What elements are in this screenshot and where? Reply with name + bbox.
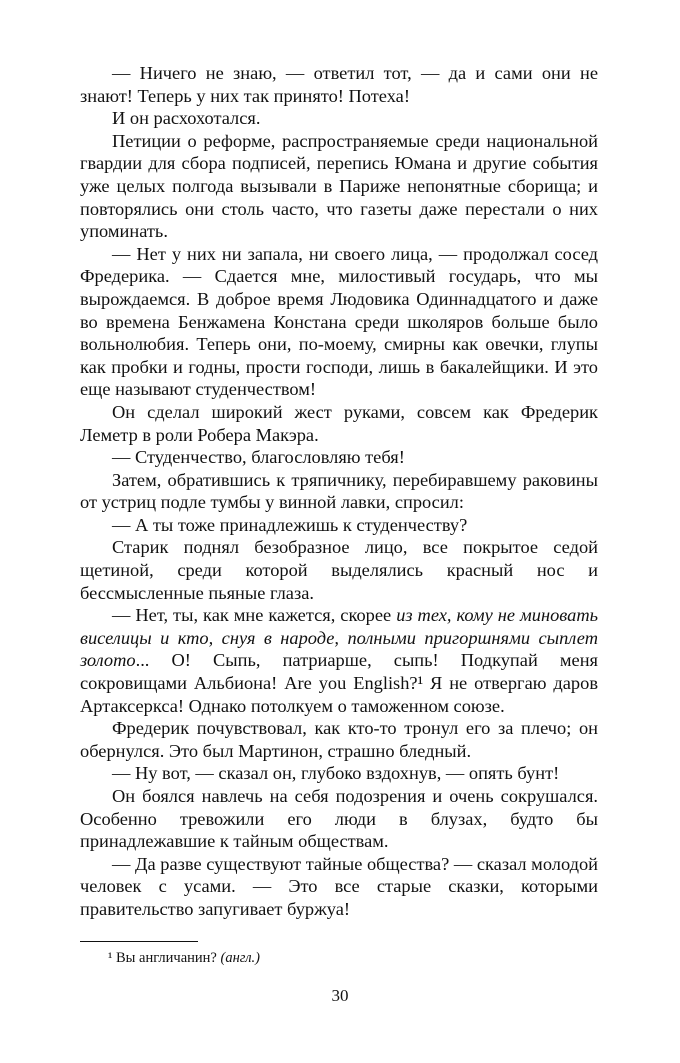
paragraph-text: — Ну вот, — сказал он, глубоко вздохнув, — опять бунт! bbox=[112, 763, 560, 784]
paragraph-text: — Нет, ты, как мне кажется, скорее bbox=[112, 605, 397, 626]
paragraph-text: Фредерик почувствовал, как кто-то тронул его за плечо; он обернулся. Это был Мартинон, страшно бледный. bbox=[80, 718, 598, 761]
paragraph-text: — Студенчество, благословляю тебя! bbox=[112, 447, 405, 468]
page-number: 30 bbox=[331, 986, 349, 1005]
paragraph-text: Затем, обратившись к тряпичнику, перебиравшему раковины от устриц подле тумбы у винной лавки, спросил: bbox=[80, 469, 598, 513]
footnote-text: Вы англичанин? bbox=[115, 950, 217, 966]
italic-quote: из тех, кому не миновать виселицы и кто, снуя в народе, полными пригоршнями сыплет золото bbox=[80, 605, 598, 671]
footnote bbox=[108, 950, 260, 967]
paragraph bbox=[80, 717, 598, 762]
paragraph bbox=[80, 62, 598, 107]
footnote-mark: ¹ bbox=[108, 950, 113, 966]
paragraph bbox=[80, 604, 598, 717]
page-body bbox=[80, 62, 598, 921]
paragraph bbox=[80, 762, 598, 785]
paragraph bbox=[80, 401, 598, 446]
paragraph-text: — Нет у них ни запала, ни своего лица, — продолжал сосед Фредерика. — Сдается мне, милостивый государь, что мы вырождаемся. В доброе время Людовика Одиннадцатого и даже во времена Бенжамена Констана среди школяров больше было вольнолюбия. Теперь они, по-моему, смирны как овечки, глупы как пробки и годны, прости господи, лишь в бакалейщики. И это еще называют студенчеством! bbox=[80, 243, 598, 400]
footnote-rule bbox=[80, 941, 198, 942]
paragraph-text: Он сделал широкий жест руками, совсем как Фредерик Леметр в роли Робера Макэра. bbox=[80, 401, 598, 445]
paragraph bbox=[80, 469, 598, 514]
paragraph bbox=[80, 785, 598, 853]
paragraph-text: Он боялся навлечь на себя подозрения и очень сокрушался. Особенно тревожили его люди в блузах, будто бы принадлежавшие к тайным обществам. bbox=[80, 786, 598, 852]
paragraph-text: — Да разве существуют тайные общества? — сказал молодой человек с усами. — Это все старые сказки, которыми правительство запугивает буржуа! bbox=[80, 853, 599, 919]
paragraph bbox=[80, 853, 598, 921]
footnote-note: (англ.) bbox=[220, 950, 261, 966]
paragraph bbox=[80, 107, 598, 130]
paragraph-text: Петиции о реформе, распространяемые среди национальной гвардии для сбора подписей, перепись Юмана и другие события уже целых полгода вызывали в Париже непонятные сборища; и повторялись они столь часто, что газеты даже перестали о них упоминать. bbox=[80, 130, 598, 242]
paragraph-text: И он расхохотался. bbox=[112, 108, 261, 129]
paragraph bbox=[80, 536, 598, 604]
paragraph-text: ... О! Сыпь, патриарше, сыпь! Подкупай меня сокровищами Альбиона! Are you English?¹ Я не отвергаю даров Артаксеркса! Однако потолкуем о таможенном союзе. bbox=[80, 650, 598, 716]
paragraph bbox=[80, 130, 598, 243]
paragraph-text: Старик поднял безобразное лицо, все покрытое седой щетиной, среди которой выделялись красный нос и бессмысленные пьяные глаза. bbox=[80, 537, 598, 603]
paragraph bbox=[80, 514, 598, 537]
paragraph-text: — А ты тоже принадлежишь к студенчеству? bbox=[112, 514, 468, 535]
paragraph bbox=[80, 446, 598, 469]
paragraph bbox=[80, 243, 598, 401]
paragraph-text: — Ничего не знаю, — ответил тот, — да и сами они не знают! Теперь у них так принято! Потеха! bbox=[80, 63, 598, 106]
